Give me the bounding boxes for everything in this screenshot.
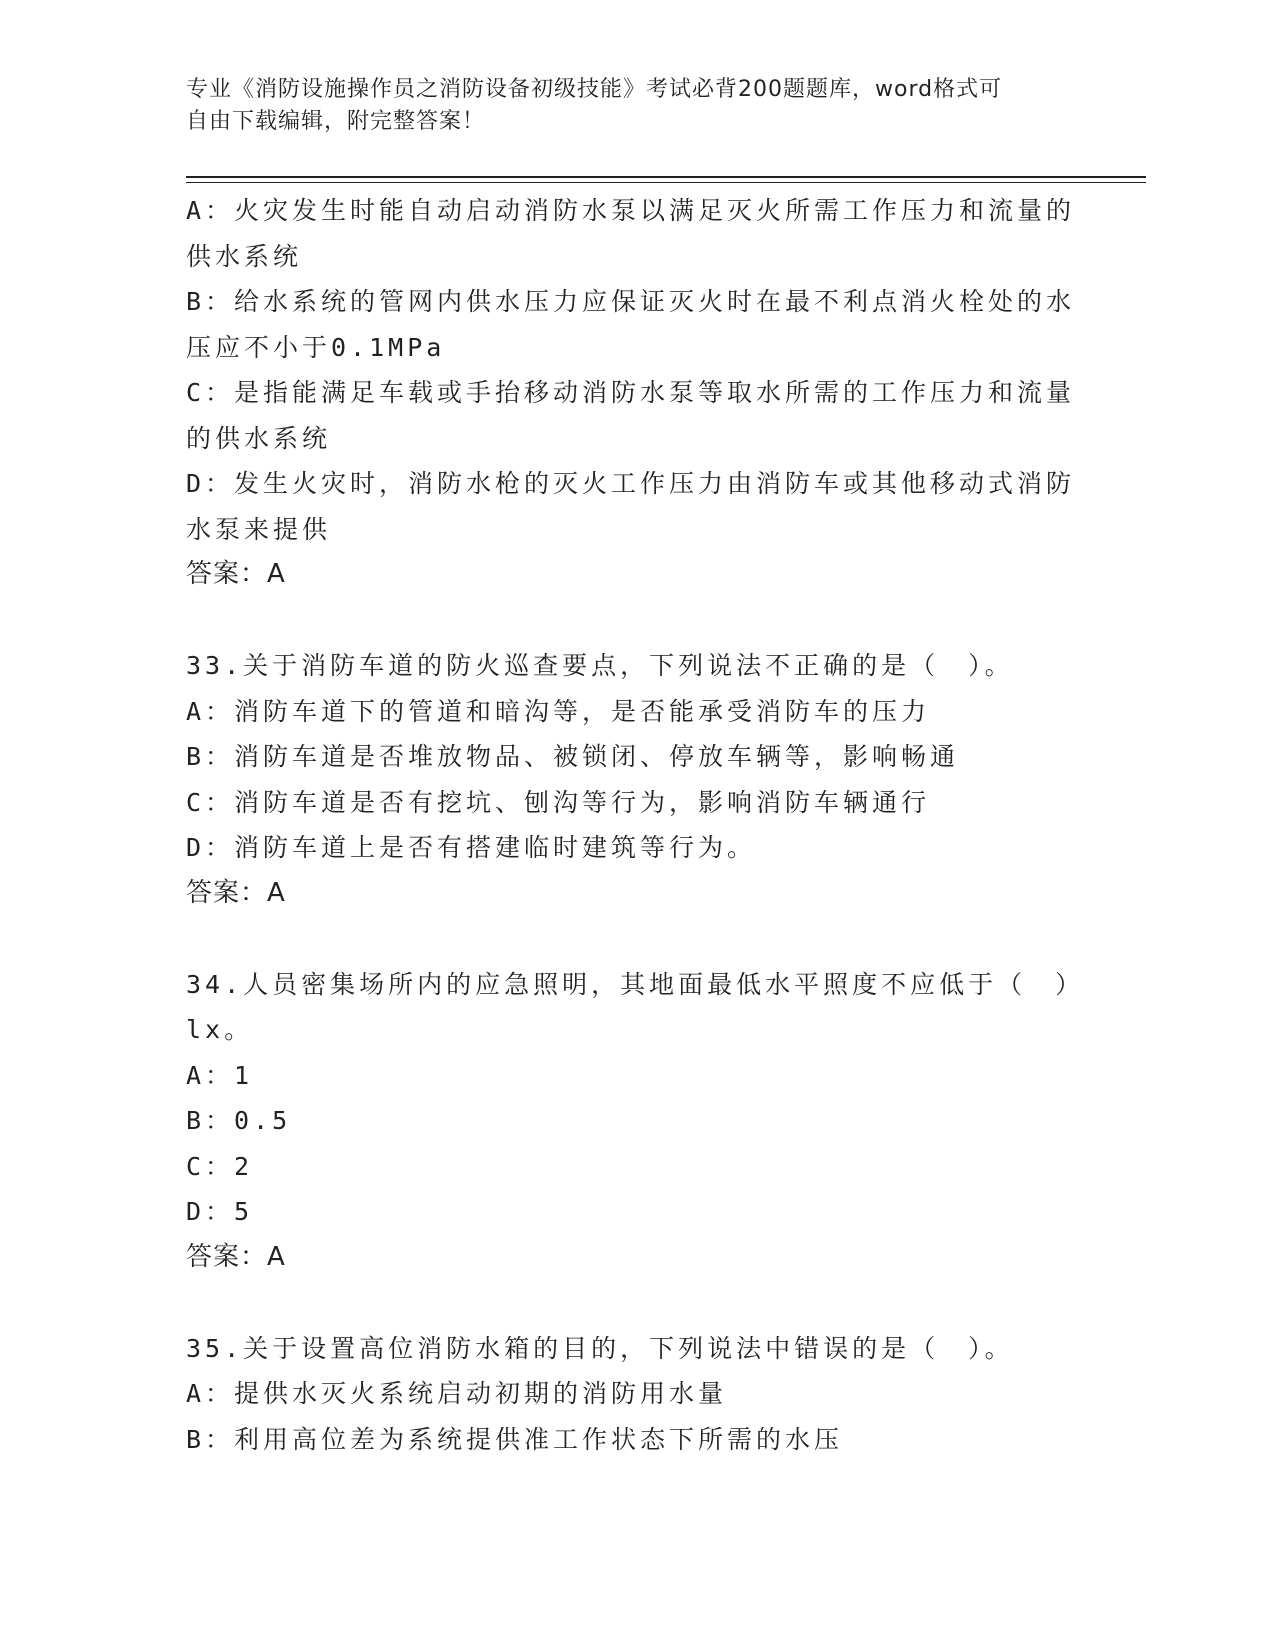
answer: 答案：A [186, 1241, 286, 1272]
question-34 [186, 962, 1086, 1281]
option-d: D：发生火灾时，消防水枪的灭火工作压力由消防车或其他移动式消防水泵来提供 [186, 469, 1076, 544]
option-c: C：是指能满足车载或手抬移动消防水泵等取水所需的工作压力和流量的供水系统 [186, 378, 1076, 453]
spacer [186, 1280, 1086, 1326]
option-b: B：利用高位差为系统提供准工作状态下所需的水压 [186, 1424, 844, 1454]
question-stem: 35.关于设置高位消防水箱的目的，下列说法中错误的是（ ）。 [186, 1333, 1014, 1363]
header-divider-thick [186, 176, 1146, 178]
option-d: D：消防车道上是否有搭建临时建筑等行为。 [186, 833, 757, 862]
header-line-2: 自由下载编辑，附完整答案！ [186, 109, 486, 134]
question-32 [186, 188, 1086, 598]
option-a: A：提供水灭火系统启动初期的消防用水量 [186, 1379, 728, 1408]
header-divider-thin [186, 182, 1146, 183]
option-b: B：给水系统的管网内供水压力应保证灭火时在最不利点消火栓处的水压应不小于0.1MPa [186, 287, 1076, 362]
option-a: A：1 [186, 1060, 254, 1090]
option-a: A：消防车道下的管道和暗沟等，是否能承受消防车的压力 [186, 696, 931, 726]
option-b: B：0.5 [186, 1106, 292, 1135]
answer: 答案：A [186, 877, 286, 908]
option-b: B：消防车道是否堆放物品、被锁闭、停放车辆等，影响畅通 [186, 742, 960, 771]
header-line-1: 专业《消防设施操作员之消防设备初级技能》考试必背200题题库，word格式可 [186, 77, 1003, 102]
question-content [186, 188, 1086, 1462]
answer: 答案：A [186, 559, 286, 589]
question-stem: 33.关于消防车道的防火巡查要点，下列说法不正确的是（ ）。 [186, 651, 1014, 680]
question-stem: 34.人员密集场所内的应急照明，其地面最低水平照度不应低于（ ）lx。 [186, 969, 1085, 1044]
option-d: D：5 [186, 1197, 254, 1226]
spacer [186, 598, 1086, 644]
option-c: C：2 [186, 1151, 254, 1181]
spacer [186, 916, 1086, 962]
question-33 [186, 643, 1086, 916]
option-a: A：火灾发生时能自动启动消防水泵以满足灭火所需工作压力和流量的供水系统 [186, 196, 1076, 271]
option-c: C：消防车道是否有挖坑、刨沟等行为，影响消防车辆通行 [186, 787, 931, 817]
document-header [186, 74, 1066, 138]
question-35 [186, 1326, 1086, 1463]
